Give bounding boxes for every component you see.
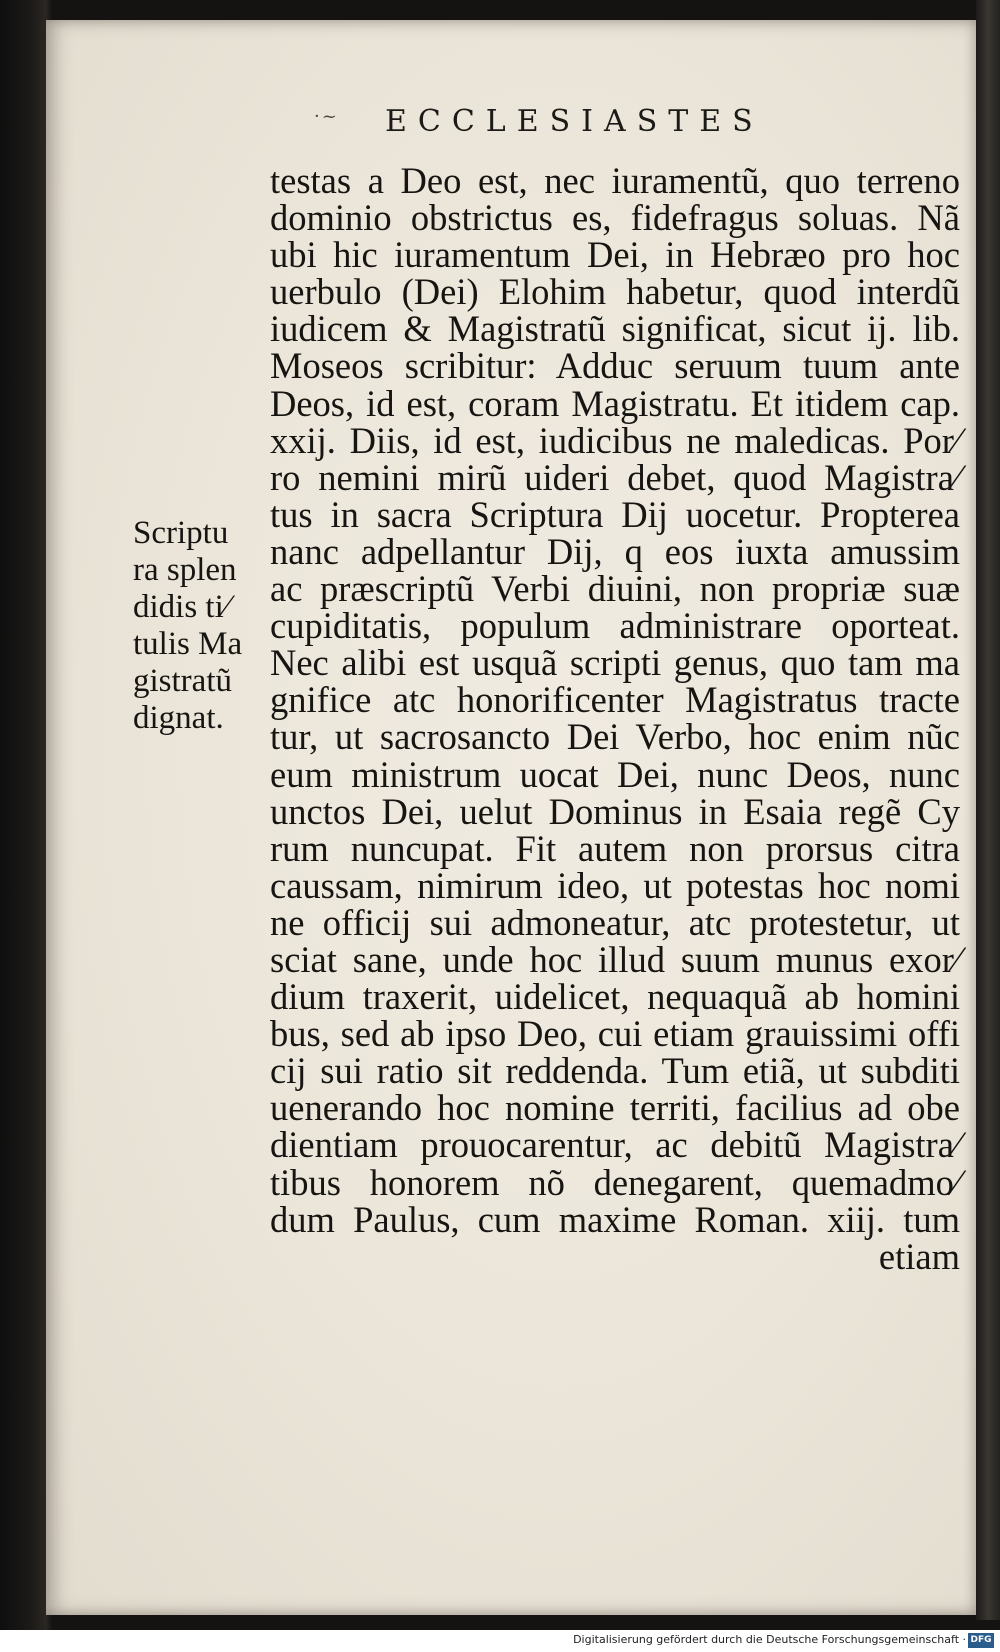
text-line: Nec alibi est usquã scripti genus, quo tam ma <box>270 642 960 684</box>
marginal-note-line: dignat. <box>133 700 224 737</box>
text-line: ro nemini mirũ uideri debet, quod Magistra⁄ <box>270 456 960 498</box>
text-line: cupiditatis, populum administrare oporteat. <box>270 605 960 647</box>
text-line: caussam, nimirum ideo, ut potestas hoc nomi <box>270 864 960 906</box>
text-line: testas a Deo est, nec iuramentũ, quo terreno <box>270 160 960 201</box>
marginal-note <box>133 515 263 738</box>
page-edge <box>976 0 1000 1620</box>
text-line: cij sui ratio sit reddenda. Tum etiã, ut subditi <box>270 1050 960 1092</box>
running-head: ECCLESIASTES <box>385 104 764 139</box>
text-line: unctos Dei, uelut Dominus in Esaia regẽ Cy <box>270 790 960 832</box>
text-line: nanc adpellantur Dij, q eos iuxta amussim <box>270 530 960 572</box>
text-line: ne officij sui admoneatur, atc protestetur, ut <box>270 901 960 943</box>
text-line: ac præscriptũ Verbi diuini, non propriæ suæ <box>270 568 960 610</box>
marginal-note-line: gistratũ <box>133 663 232 700</box>
text-line: dominio obstrictus es, fidefragus soluas. Nã <box>270 197 960 239</box>
text-line: Deos, id est, coram Magistratu. Et itidem cap. <box>270 382 960 424</box>
marginal-note-line: ra splen <box>133 552 237 589</box>
text-line: eum ministrum uocat Dei, nunc Deos, nunc <box>270 753 960 795</box>
text-line: bus, sed ab ipso Deo, cui etiam grauissimi offi <box>270 1013 960 1055</box>
text-line: ubi hic iuramentum Dei, in Hebræo pro hoc <box>270 234 960 276</box>
text-line: iudicem & Magistratũ significat, sicut ij. lib. <box>270 308 960 350</box>
marginal-note-line: didis ti⁄ <box>133 589 230 626</box>
text-line: tus in sacra Scriptura Dij uocetur. Propterea <box>270 493 960 535</box>
catchword: etiam <box>878 1235 960 1277</box>
text-line: rum nuncupat. Fit autem non prorsus citra <box>270 827 960 869</box>
text-line: uenerando hoc nomine territi, facilius ad obe <box>270 1087 960 1129</box>
running-head-ornament: ·~ <box>314 106 339 127</box>
text-line: tur, ut sacrosancto Dei Verbo, hoc enim nũc <box>270 716 960 758</box>
text-line: xxij. Diis, id est, iudicibus ne maledicas. Por⁄ <box>270 419 960 461</box>
text-line: sciat sane, unde hoc illud suum munus exor⁄ <box>270 938 960 980</box>
text-line: Moseos scribitur: Adduc seruum tuum ante <box>270 345 960 387</box>
marginal-note-line: tulis Ma <box>133 626 243 663</box>
dfg-logo-icon: DFG <box>968 1633 994 1648</box>
funding-notice: Digitalisierung gefördert durch die Deutsche Forschungsgemeinschaft · <box>573 1633 966 1646</box>
body-text <box>270 162 960 1275</box>
marginal-note-line: Scriptu <box>133 515 229 551</box>
footer-bar <box>0 1630 1000 1652</box>
text-line: tibus honorem nõ denegarent, quemadmo⁄ <box>270 1161 960 1203</box>
text-line: dientiam prouocarentur, ac debitũ Magistra⁄ <box>270 1124 960 1166</box>
text-line: uerbulo (Dei) Elohim habetur, quod interdũ <box>270 271 960 313</box>
text-line: dum Paulus, cum maxime Roman. xiij. tum <box>270 1198 960 1240</box>
text-line: dium traxerit, uidelicet, nequaquã ab homini <box>270 976 960 1018</box>
text-line: gnifice atc honorificenter Magistratus tracte <box>270 679 960 721</box>
